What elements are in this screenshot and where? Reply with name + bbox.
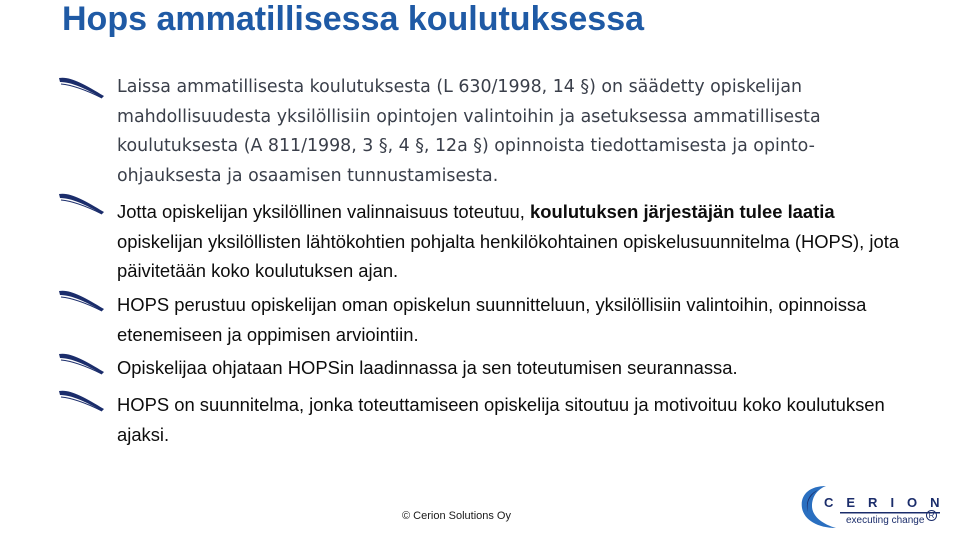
curved-stroke-bullet-icon <box>58 350 106 376</box>
logo-tagline: executing change <box>846 515 925 526</box>
bullet-text-part: Jotta opiskelijan yksilöllinen valinnaisuus toteutuu, <box>117 201 531 222</box>
bullet-text: Opiskelijaa ohjataan HOPSin laadinnassa ja sen toteutumisen seurannassa. <box>117 357 738 378</box>
bullet-text-part: opiskelijan yksilöllisten lähtökohtien pohjalta henkilökohtainen opiskelusuunnitelma (HOPS), jota päivitetään koko koulutuksen ajan. <box>117 230 900 281</box>
bullet-text: HOPS on suunnitelma, jonka toteuttamiseen opiskelija sitoutuu ja motivoituu koko koulutuksen ajaksi. <box>117 394 885 445</box>
bullet-text: Laissa ammatillisesta koulutuksesta (L 630/1998, 14 §) on säädetty opiskelijan mahdollisuudesta yksilöllisiin opintojen valintoihin ja asetuksessa ammatillisesta koulutuksesta (A 811/1998, 3 §, 4 §, 12a §) opinnoista tiedottamisesta ja opinto-ohjauksesta ja osaamisen tunnustamisesta. <box>117 77 821 186</box>
registered-mark: R <box>926 510 937 521</box>
curved-stroke-bullet-icon <box>58 387 106 413</box>
curved-stroke-bullet-icon <box>58 287 106 313</box>
footer-copyright: © Cerion Solutions Oy <box>402 510 511 522</box>
logo-wordmark: CERION <box>824 495 953 510</box>
curved-stroke-bullet-icon <box>58 74 106 100</box>
bullet-text <box>117 197 917 286</box>
slide-title: Hops ammatillisessa koulutuksessa <box>62 0 645 38</box>
cerion-logo <box>796 482 953 532</box>
bullet-text: HOPS perustuu opiskelijan oman opiskelun suunnitteluun, yksilöllisiin valintoihin, opinnoissa etenemiseen ja oppimisen arviointiin. <box>117 294 867 345</box>
bullet-text-emphasis: koulutuksen järjestäjän tulee laatia <box>530 201 835 222</box>
curved-stroke-bullet-icon <box>58 190 106 216</box>
